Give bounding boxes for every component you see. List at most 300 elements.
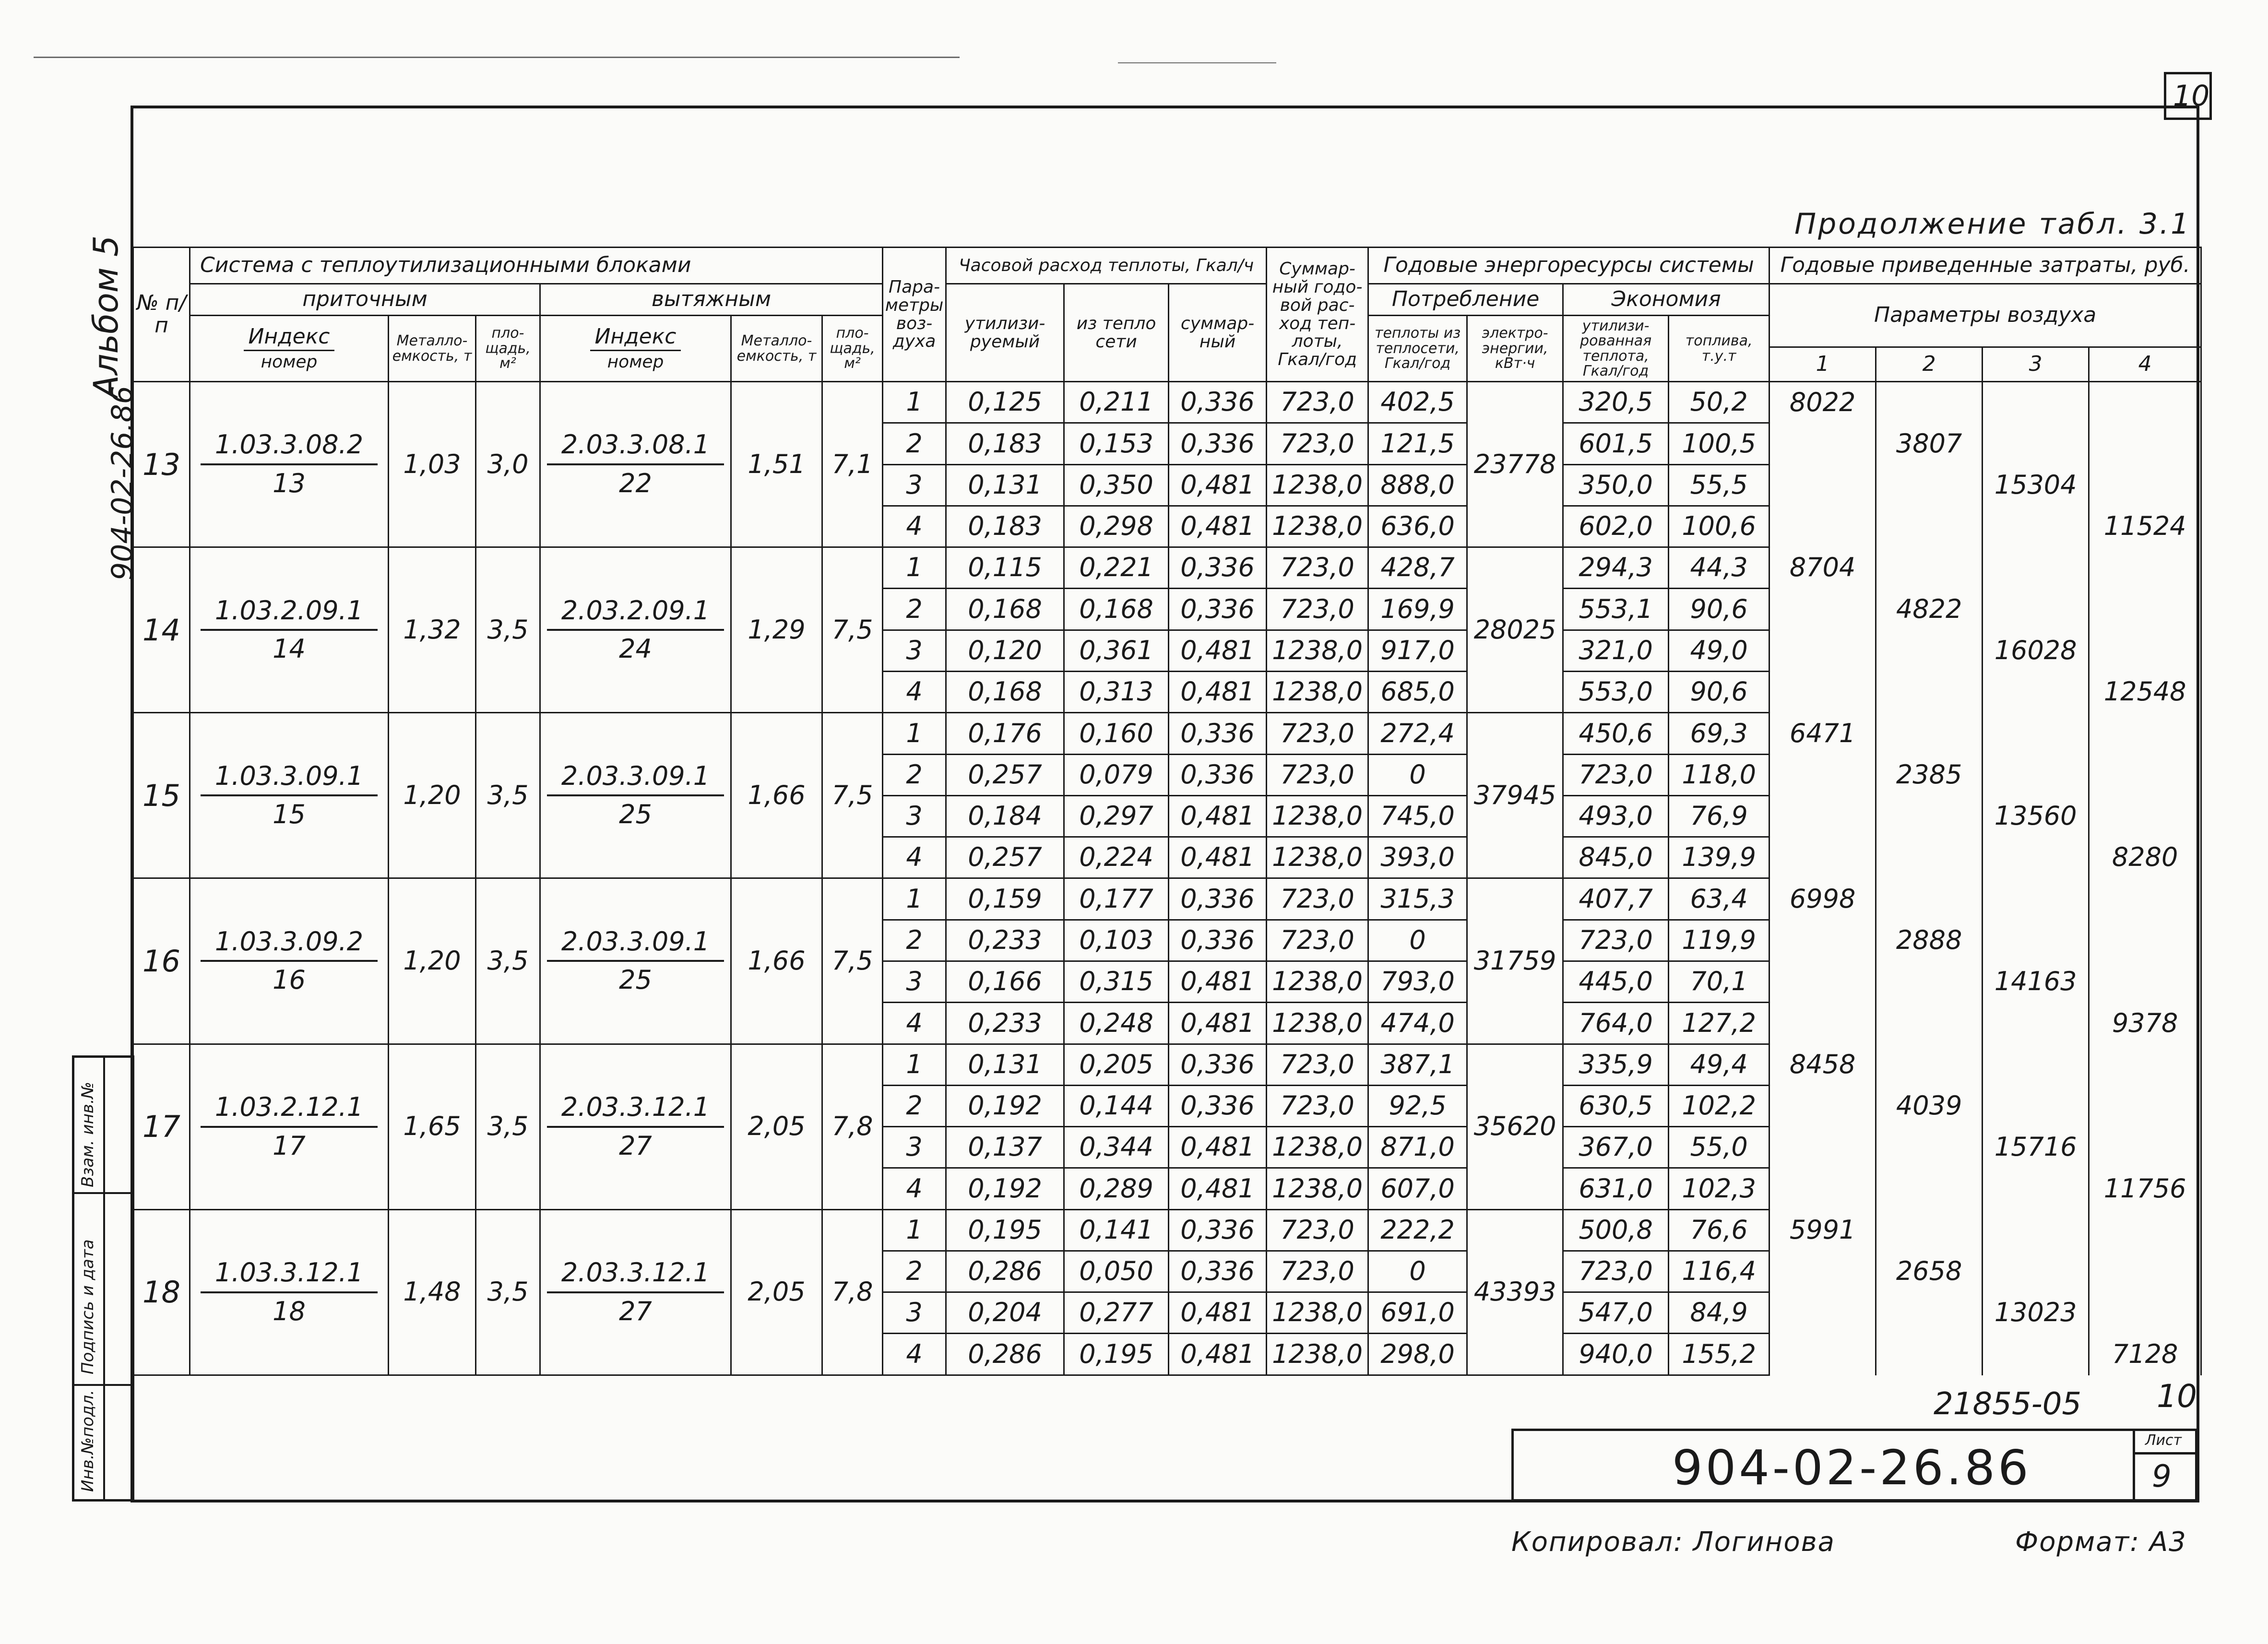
hourly-total: 0,336 bbox=[1169, 547, 1267, 589]
annual-cost-1 bbox=[1769, 464, 1876, 506]
annual-heat: 723,0 bbox=[1267, 1044, 1368, 1085]
hourly-utilized: 0,257 bbox=[946, 837, 1064, 878]
air-param: 3 bbox=[883, 464, 946, 506]
hourly-total: 0,336 bbox=[1169, 589, 1267, 630]
hourly-from-network: 0,195 bbox=[1064, 1334, 1169, 1375]
annual-cost-2 bbox=[1876, 795, 1983, 837]
consumption-heat: 387,1 bbox=[1368, 1044, 1467, 1085]
air-param: 2 bbox=[883, 1085, 946, 1126]
annual-cost-4 bbox=[2089, 1251, 2201, 1292]
annual-cost-3 bbox=[1983, 713, 2089, 754]
annual-cost-3: 13560 bbox=[1983, 795, 2089, 837]
hourly-utilized: 0,176 bbox=[946, 713, 1064, 754]
annual-cost-1 bbox=[1769, 754, 1876, 795]
hourly-total: 0,481 bbox=[1169, 1003, 1267, 1044]
hourly-total: 0,336 bbox=[1169, 1209, 1267, 1251]
economy-fuel: 69,3 bbox=[1669, 713, 1769, 754]
system-number: 14 bbox=[133, 547, 190, 713]
economy-heat: 764,0 bbox=[1563, 1003, 1669, 1044]
annual-cost-3 bbox=[1983, 1003, 2089, 1044]
economy-heat: 367,0 bbox=[1563, 1127, 1669, 1168]
exhaust-index-fraction: $\frac{2.03.3.09.1}{25}$ bbox=[547, 763, 724, 828]
economy-heat: 493,0 bbox=[1563, 795, 1669, 837]
supply-index-fraction: $\frac{1.03.3.12.1}{18}$ bbox=[201, 1259, 378, 1325]
consumption-heat: 298,0 bbox=[1368, 1334, 1467, 1375]
consumption-heat: 793,0 bbox=[1368, 961, 1467, 1002]
hourly-from-network: 0,050 bbox=[1064, 1251, 1169, 1292]
page-number: 10 bbox=[2173, 79, 2210, 113]
consumption-heat: 222,2 bbox=[1368, 1209, 1467, 1251]
annual-cost-3 bbox=[1983, 382, 2089, 423]
annual-heat: 723,0 bbox=[1267, 1209, 1368, 1251]
economy-heat: 500,8 bbox=[1563, 1209, 1669, 1251]
header-costs: Годовые приведенные затраты, руб. bbox=[1769, 248, 2201, 284]
annual-cost-2 bbox=[1876, 1127, 1983, 1168]
exhaust-metal: 2,05 bbox=[731, 1209, 822, 1375]
top-rule-right bbox=[1118, 62, 1276, 63]
annual-cost-4: 9378 bbox=[2089, 1003, 2201, 1044]
economy-fuel: 63,4 bbox=[1669, 878, 1769, 920]
annual-heat: 1238,0 bbox=[1267, 1003, 1368, 1044]
economy-fuel: 49,4 bbox=[1669, 1044, 1769, 1085]
page-number-box bbox=[2164, 72, 2212, 120]
economy-heat: 553,0 bbox=[1563, 671, 1669, 712]
annual-cost-3 bbox=[1983, 1085, 2089, 1126]
annual-cost-1 bbox=[1769, 630, 1876, 671]
annual-cost-3: 15716 bbox=[1983, 1127, 2089, 1168]
air-param: 4 bbox=[883, 1168, 946, 1209]
hourly-from-network: 0,313 bbox=[1064, 671, 1169, 712]
page-number-bottom: 10 bbox=[2157, 1378, 2197, 1415]
annual-heat: 1238,0 bbox=[1267, 506, 1368, 547]
consumption-electricity: 35620 bbox=[1467, 1044, 1563, 1209]
annual-cost-4: 12548 bbox=[2089, 671, 2201, 712]
exhaust-area: 7,8 bbox=[822, 1209, 883, 1375]
system-number: 15 bbox=[133, 713, 190, 878]
header-exhaust: вытяжным bbox=[540, 284, 883, 316]
supply-index-fraction: $\frac{1.03.3.09.2}{16}$ bbox=[201, 928, 378, 994]
annual-cost-4 bbox=[2089, 1044, 2201, 1085]
supply-metal: 1,20 bbox=[389, 878, 476, 1044]
annual-cost-2 bbox=[1876, 671, 1983, 712]
hourly-total: 0,481 bbox=[1169, 506, 1267, 547]
consumption-heat: 428,7 bbox=[1368, 547, 1467, 589]
hourly-total: 0,336 bbox=[1169, 423, 1267, 464]
air-param: 1 bbox=[883, 382, 946, 423]
hourly-total: 0,336 bbox=[1169, 1085, 1267, 1126]
annual-cost-3 bbox=[1983, 920, 2089, 961]
supply-index-fraction: $\frac{1.03.2.09.1}{14}$ bbox=[201, 597, 378, 663]
air-param: 4 bbox=[883, 671, 946, 712]
annual-heat: 723,0 bbox=[1267, 878, 1368, 920]
economy-heat: 723,0 bbox=[1563, 920, 1669, 961]
air-param: 2 bbox=[883, 423, 946, 464]
annual-cost-1: 6998 bbox=[1769, 878, 1876, 920]
supply-index-fraction: $\frac{1.03.2.12.1}{17}$ bbox=[201, 1094, 378, 1159]
hourly-from-network: 0,315 bbox=[1064, 961, 1169, 1002]
consumption-electricity: 23778 bbox=[1467, 382, 1563, 547]
hourly-utilized: 0,137 bbox=[946, 1127, 1064, 1168]
annual-cost-3 bbox=[1983, 671, 2089, 712]
annual-heat: 723,0 bbox=[1267, 1085, 1368, 1126]
economy-fuel: 127,2 bbox=[1669, 1003, 1769, 1044]
hourly-from-network: 0,103 bbox=[1064, 920, 1169, 961]
continuation-title: Продолжение табл. 3.1 bbox=[1794, 207, 2191, 241]
hourly-from-network: 0,177 bbox=[1064, 878, 1169, 920]
hourly-from-network: 0,248 bbox=[1064, 1003, 1169, 1044]
economy-fuel: 119,9 bbox=[1669, 920, 1769, 961]
exhaust-metal: 1,66 bbox=[731, 713, 822, 878]
air-param: 3 bbox=[883, 1292, 946, 1334]
annual-cost-2 bbox=[1876, 1044, 1983, 1085]
economy-fuel: 84,9 bbox=[1669, 1292, 1769, 1334]
economy-heat: 407,7 bbox=[1563, 878, 1669, 920]
sheet-label: Лист bbox=[2145, 1432, 2182, 1449]
hourly-from-network: 0,344 bbox=[1064, 1127, 1169, 1168]
air-param: 4 bbox=[883, 1003, 946, 1044]
annual-heat: 723,0 bbox=[1267, 920, 1368, 961]
annual-cost-4 bbox=[2089, 878, 2201, 920]
system-number: 13 bbox=[133, 382, 190, 547]
economy-heat: 335,9 bbox=[1563, 1044, 1669, 1085]
annual-cost-3 bbox=[1983, 506, 2089, 547]
annual-heat: 723,0 bbox=[1267, 423, 1368, 464]
supply-area: 3,5 bbox=[476, 878, 540, 1044]
annual-cost-1 bbox=[1769, 1334, 1876, 1375]
economy-heat: 940,0 bbox=[1563, 1334, 1669, 1375]
hourly-total: 0,336 bbox=[1169, 878, 1267, 920]
hourly-total: 0,336 bbox=[1169, 713, 1267, 754]
economy-heat: 320,5 bbox=[1563, 382, 1669, 423]
annual-cost-3 bbox=[1983, 589, 2089, 630]
annual-cost-4 bbox=[2089, 1085, 2201, 1126]
exhaust-index-fraction: $\frac{2.03.3.08.1}{22}$ bbox=[547, 431, 724, 497]
hourly-total: 0,336 bbox=[1169, 754, 1267, 795]
header-exhaust-area: пло-щадь, м² bbox=[822, 316, 883, 382]
hourly-from-network: 0,144 bbox=[1064, 1085, 1169, 1126]
annual-cost-4 bbox=[2089, 961, 2201, 1002]
hourly-utilized: 0,233 bbox=[946, 920, 1064, 961]
table-body bbox=[133, 382, 2201, 1375]
air-param: 2 bbox=[883, 589, 946, 630]
exhaust-index bbox=[540, 713, 731, 878]
annual-cost-2 bbox=[1876, 547, 1983, 589]
consumption-heat: 315,3 bbox=[1368, 878, 1467, 920]
economy-fuel: 102,2 bbox=[1669, 1085, 1769, 1126]
annual-cost-3 bbox=[1983, 1209, 2089, 1251]
annual-heat: 1238,0 bbox=[1267, 837, 1368, 878]
economy-fuel: 116,4 bbox=[1669, 1251, 1769, 1292]
hourly-utilized: 0,195 bbox=[946, 1209, 1064, 1251]
title-block bbox=[1511, 1429, 2197, 1502]
annual-cost-2 bbox=[1876, 506, 1983, 547]
annual-cost-2 bbox=[1876, 961, 1983, 1002]
exhaust-index bbox=[540, 382, 731, 547]
header-utilized-heat: утилизи-рованная теплота, Гкал/год bbox=[1563, 316, 1669, 382]
supply-index bbox=[190, 382, 389, 547]
economy-fuel: 102,3 bbox=[1669, 1168, 1769, 1209]
annual-cost-3 bbox=[1983, 1044, 2089, 1085]
hourly-from-network: 0,079 bbox=[1064, 754, 1169, 795]
hourly-from-network: 0,205 bbox=[1064, 1044, 1169, 1085]
consumption-heat: 272,4 bbox=[1368, 713, 1467, 754]
air-param: 1 bbox=[883, 1044, 946, 1085]
format: Формат: А3 bbox=[2015, 1526, 2187, 1558]
supply-index bbox=[190, 878, 389, 1044]
header-economy: Экономия bbox=[1563, 284, 1769, 316]
header-energy: Годовые энергоресурсы системы bbox=[1368, 248, 1769, 284]
air-param: 1 bbox=[883, 878, 946, 920]
annual-heat: 1238,0 bbox=[1267, 1168, 1368, 1209]
hourly-from-network: 0,168 bbox=[1064, 589, 1169, 630]
economy-heat: 445,0 bbox=[1563, 961, 1669, 1002]
exhaust-index bbox=[540, 878, 731, 1044]
table-row bbox=[133, 1044, 2201, 1085]
annual-cost-3: 13023 bbox=[1983, 1292, 2089, 1334]
economy-heat: 350,0 bbox=[1563, 464, 1669, 506]
hourly-utilized: 0,192 bbox=[946, 1085, 1064, 1126]
hourly-total: 0,481 bbox=[1169, 1334, 1267, 1375]
annual-heat: 1238,0 bbox=[1267, 1127, 1368, 1168]
air-param: 2 bbox=[883, 1251, 946, 1292]
annual-cost-1 bbox=[1769, 1127, 1876, 1168]
hourly-from-network: 0,211 bbox=[1064, 382, 1169, 423]
annual-cost-1: 5991 bbox=[1769, 1209, 1876, 1251]
consumption-heat: 0 bbox=[1368, 1251, 1467, 1292]
hourly-utilized: 0,166 bbox=[946, 961, 1064, 1002]
annual-cost-1 bbox=[1769, 920, 1876, 961]
header-supply-metal: Металло-емкость, т bbox=[389, 316, 476, 382]
inventory-number: 21855-05 bbox=[1934, 1386, 2082, 1422]
economy-heat: 321,0 bbox=[1563, 630, 1669, 671]
hourly-total: 0,336 bbox=[1169, 1251, 1267, 1292]
annual-cost-4 bbox=[2089, 464, 2201, 506]
exhaust-index-fraction: $\frac{2.03.3.09.1}{25}$ bbox=[547, 928, 724, 994]
top-rule bbox=[34, 57, 960, 58]
air-param: 3 bbox=[883, 795, 946, 837]
supply-metal: 1,48 bbox=[389, 1209, 476, 1375]
hourly-utilized: 0,233 bbox=[946, 1003, 1064, 1044]
hourly-utilized: 0,286 bbox=[946, 1334, 1064, 1375]
header-heat-from-network: теплоты из теплосети, Гкал/год bbox=[1368, 316, 1467, 382]
annual-cost-3 bbox=[1983, 878, 2089, 920]
exhaust-metal: 1,29 bbox=[731, 547, 822, 713]
economy-fuel: 155,2 bbox=[1669, 1334, 1769, 1375]
hourly-utilized: 0,257 bbox=[946, 754, 1064, 795]
air-param: 2 bbox=[883, 920, 946, 961]
annual-cost-1 bbox=[1769, 506, 1876, 547]
annual-cost-1 bbox=[1769, 671, 1876, 712]
hourly-total: 0,481 bbox=[1169, 961, 1267, 1002]
supply-area: 3,5 bbox=[476, 1209, 540, 1375]
annual-cost-1 bbox=[1769, 423, 1876, 464]
hourly-utilized: 0,184 bbox=[946, 795, 1064, 837]
header-no: № п/п bbox=[133, 248, 190, 382]
header-cost-col-1: 1 bbox=[1769, 347, 1876, 382]
supply-area: 3,0 bbox=[476, 382, 540, 547]
header-consumption: Потребление bbox=[1368, 284, 1563, 316]
hourly-total: 0,481 bbox=[1169, 630, 1267, 671]
exhaust-area: 7,5 bbox=[822, 713, 883, 878]
table-row bbox=[133, 547, 2201, 589]
annual-cost-1: 8704 bbox=[1769, 547, 1876, 589]
header-system: Система с теплоутилизационными блоками bbox=[190, 248, 883, 284]
consumption-heat: 92,5 bbox=[1368, 1085, 1467, 1126]
annual-cost-4: 11524 bbox=[2089, 506, 2201, 547]
annual-cost-1: 6471 bbox=[1769, 713, 1876, 754]
supply-metal: 1,03 bbox=[389, 382, 476, 547]
annual-cost-4 bbox=[2089, 795, 2201, 837]
economy-fuel: 50,2 bbox=[1669, 382, 1769, 423]
annual-heat: 723,0 bbox=[1267, 589, 1368, 630]
annual-cost-4 bbox=[2089, 713, 2201, 754]
annual-cost-2 bbox=[1876, 1168, 1983, 1209]
consumption-electricity: 28025 bbox=[1467, 547, 1563, 713]
consumption-heat: 393,0 bbox=[1368, 837, 1467, 878]
annual-cost-1: 8458 bbox=[1769, 1044, 1876, 1085]
exhaust-index-fraction: $\frac{2.03.2.09.1}{24}$ bbox=[547, 597, 724, 663]
header-electricity: электро-энергии, кВт·ч bbox=[1467, 316, 1563, 382]
economy-fuel: 118,0 bbox=[1669, 754, 1769, 795]
economy-fuel: 100,6 bbox=[1669, 506, 1769, 547]
hourly-from-network: 0,350 bbox=[1064, 464, 1169, 506]
annual-cost-1 bbox=[1769, 1251, 1876, 1292]
annual-cost-3 bbox=[1983, 754, 2089, 795]
exhaust-metal: 1,51 bbox=[731, 382, 822, 547]
economy-fuel: 76,6 bbox=[1669, 1209, 1769, 1251]
hourly-from-network: 0,141 bbox=[1064, 1209, 1169, 1251]
annual-cost-3 bbox=[1983, 837, 2089, 878]
annual-heat: 1238,0 bbox=[1267, 795, 1368, 837]
annual-heat: 723,0 bbox=[1267, 754, 1368, 795]
header-hourly: Часовой расход теплоты, Гкал/ч bbox=[946, 248, 1267, 284]
hourly-utilized: 0,183 bbox=[946, 506, 1064, 547]
exhaust-area: 7,5 bbox=[822, 878, 883, 1044]
system-number: 18 bbox=[133, 1209, 190, 1375]
hourly-from-network: 0,298 bbox=[1064, 506, 1169, 547]
hourly-total: 0,481 bbox=[1169, 671, 1267, 712]
annual-cost-2 bbox=[1876, 1334, 1983, 1375]
annual-cost-3 bbox=[1983, 1168, 2089, 1209]
side-stamp bbox=[72, 1055, 134, 1502]
hourly-total: 0,481 bbox=[1169, 1127, 1267, 1168]
economy-heat: 547,0 bbox=[1563, 1292, 1669, 1334]
consumption-heat: 917,0 bbox=[1368, 630, 1467, 671]
stamp-sign-date: Подпись и дата bbox=[78, 1239, 97, 1374]
annual-cost-2 bbox=[1876, 382, 1983, 423]
hourly-total: 0,481 bbox=[1169, 795, 1267, 837]
hourly-utilized: 0,125 bbox=[946, 382, 1064, 423]
hourly-from-network: 0,160 bbox=[1064, 713, 1169, 754]
hourly-total: 0,481 bbox=[1169, 1168, 1267, 1209]
economy-heat: 602,0 bbox=[1563, 506, 1669, 547]
header-cost-col-2: 2 bbox=[1876, 347, 1983, 382]
exhaust-metal: 1,66 bbox=[731, 878, 822, 1044]
main-table bbox=[132, 247, 2202, 1376]
annual-cost-4 bbox=[2089, 630, 2201, 671]
air-param: 4 bbox=[883, 837, 946, 878]
header-supply-area: пло-щадь, м² bbox=[476, 316, 540, 382]
annual-cost-2: 2888 bbox=[1876, 920, 1983, 961]
supply-index-fraction: $\frac{1.03.3.09.1}{15}$ bbox=[201, 763, 378, 828]
consumption-heat: 121,5 bbox=[1368, 423, 1467, 464]
hourly-from-network: 0,224 bbox=[1064, 837, 1169, 878]
header-from-network: из тепло сети bbox=[1064, 284, 1169, 382]
hourly-total: 0,481 bbox=[1169, 837, 1267, 878]
document-code: 904-02-26.86 bbox=[1672, 1440, 2031, 1496]
annual-cost-2: 4039 bbox=[1876, 1085, 1983, 1126]
copied-by: Копировал: Логинова bbox=[1511, 1526, 1835, 1558]
supply-index bbox=[190, 1044, 389, 1209]
hourly-from-network: 0,361 bbox=[1064, 630, 1169, 671]
annual-heat: 723,0 bbox=[1267, 1251, 1368, 1292]
annual-cost-3: 14163 bbox=[1983, 961, 2089, 1002]
sheet-number: 9 bbox=[2152, 1459, 2172, 1494]
annual-cost-1 bbox=[1769, 837, 1876, 878]
annual-cost-1 bbox=[1769, 795, 1876, 837]
system-number: 16 bbox=[133, 878, 190, 1044]
annual-heat: 1238,0 bbox=[1267, 464, 1368, 506]
consumption-heat: 474,0 bbox=[1368, 1003, 1467, 1044]
annual-cost-4 bbox=[2089, 1209, 2201, 1251]
hourly-from-network: 0,277 bbox=[1064, 1292, 1169, 1334]
header-exhaust-metal: Металло-емкость, т bbox=[731, 316, 822, 382]
hourly-from-network: 0,221 bbox=[1064, 547, 1169, 589]
exhaust-area: 7,8 bbox=[822, 1044, 883, 1209]
header-fuel: топлива, т.у.т bbox=[1669, 316, 1769, 382]
supply-metal: 1,20 bbox=[389, 713, 476, 878]
exhaust-metal: 2,05 bbox=[731, 1044, 822, 1209]
exhaust-index bbox=[540, 1044, 731, 1209]
header-air-params-title: Параметры воздуха bbox=[1769, 284, 2201, 347]
hourly-from-network: 0,153 bbox=[1064, 423, 1169, 464]
supply-area: 3,5 bbox=[476, 1044, 540, 1209]
exhaust-index-fraction: $\frac{2.03.3.12.1}{27}$ bbox=[547, 1094, 724, 1159]
annual-heat: 723,0 bbox=[1267, 547, 1368, 589]
hourly-total: 0,481 bbox=[1169, 1292, 1267, 1334]
economy-heat: 601,5 bbox=[1563, 423, 1669, 464]
annual-cost-1 bbox=[1769, 589, 1876, 630]
annual-cost-1 bbox=[1769, 1003, 1876, 1044]
economy-heat: 553,1 bbox=[1563, 589, 1669, 630]
stamp-replace-inv: Взам. инв.№ bbox=[78, 1081, 97, 1187]
economy-heat: 723,0 bbox=[1563, 754, 1669, 795]
header-air-params: Пара-метры воз-духа bbox=[883, 248, 946, 382]
annual-heat: 1238,0 bbox=[1267, 630, 1368, 671]
consumption-heat: 636,0 bbox=[1368, 506, 1467, 547]
hourly-utilized: 0,120 bbox=[946, 630, 1064, 671]
consumption-heat: 607,0 bbox=[1368, 1168, 1467, 1209]
header-total: суммар-ный bbox=[1169, 284, 1267, 382]
hourly-utilized: 0,204 bbox=[946, 1292, 1064, 1334]
hourly-utilized: 0,131 bbox=[946, 464, 1064, 506]
hourly-total: 0,336 bbox=[1169, 1044, 1267, 1085]
consumption-heat: 888,0 bbox=[1368, 464, 1467, 506]
header-exhaust-index: $\frac{\text{Индекс}}{\text{номер}}$ bbox=[540, 316, 731, 382]
consumption-electricity: 37945 bbox=[1467, 713, 1563, 878]
economy-fuel: 76,9 bbox=[1669, 795, 1769, 837]
consumption-heat: 0 bbox=[1368, 754, 1467, 795]
consumption-heat: 745,0 bbox=[1368, 795, 1467, 837]
annual-cost-4 bbox=[2089, 920, 2201, 961]
table-row bbox=[133, 713, 2201, 754]
header-cost-col-4: 4 bbox=[2089, 347, 2201, 382]
hourly-utilized: 0,183 bbox=[946, 423, 1064, 464]
consumption-heat: 0 bbox=[1368, 920, 1467, 961]
economy-fuel: 90,6 bbox=[1669, 589, 1769, 630]
exhaust-index-fraction: $\frac{2.03.3.12.1}{27}$ bbox=[547, 1259, 724, 1325]
annual-cost-3 bbox=[1983, 1334, 2089, 1375]
